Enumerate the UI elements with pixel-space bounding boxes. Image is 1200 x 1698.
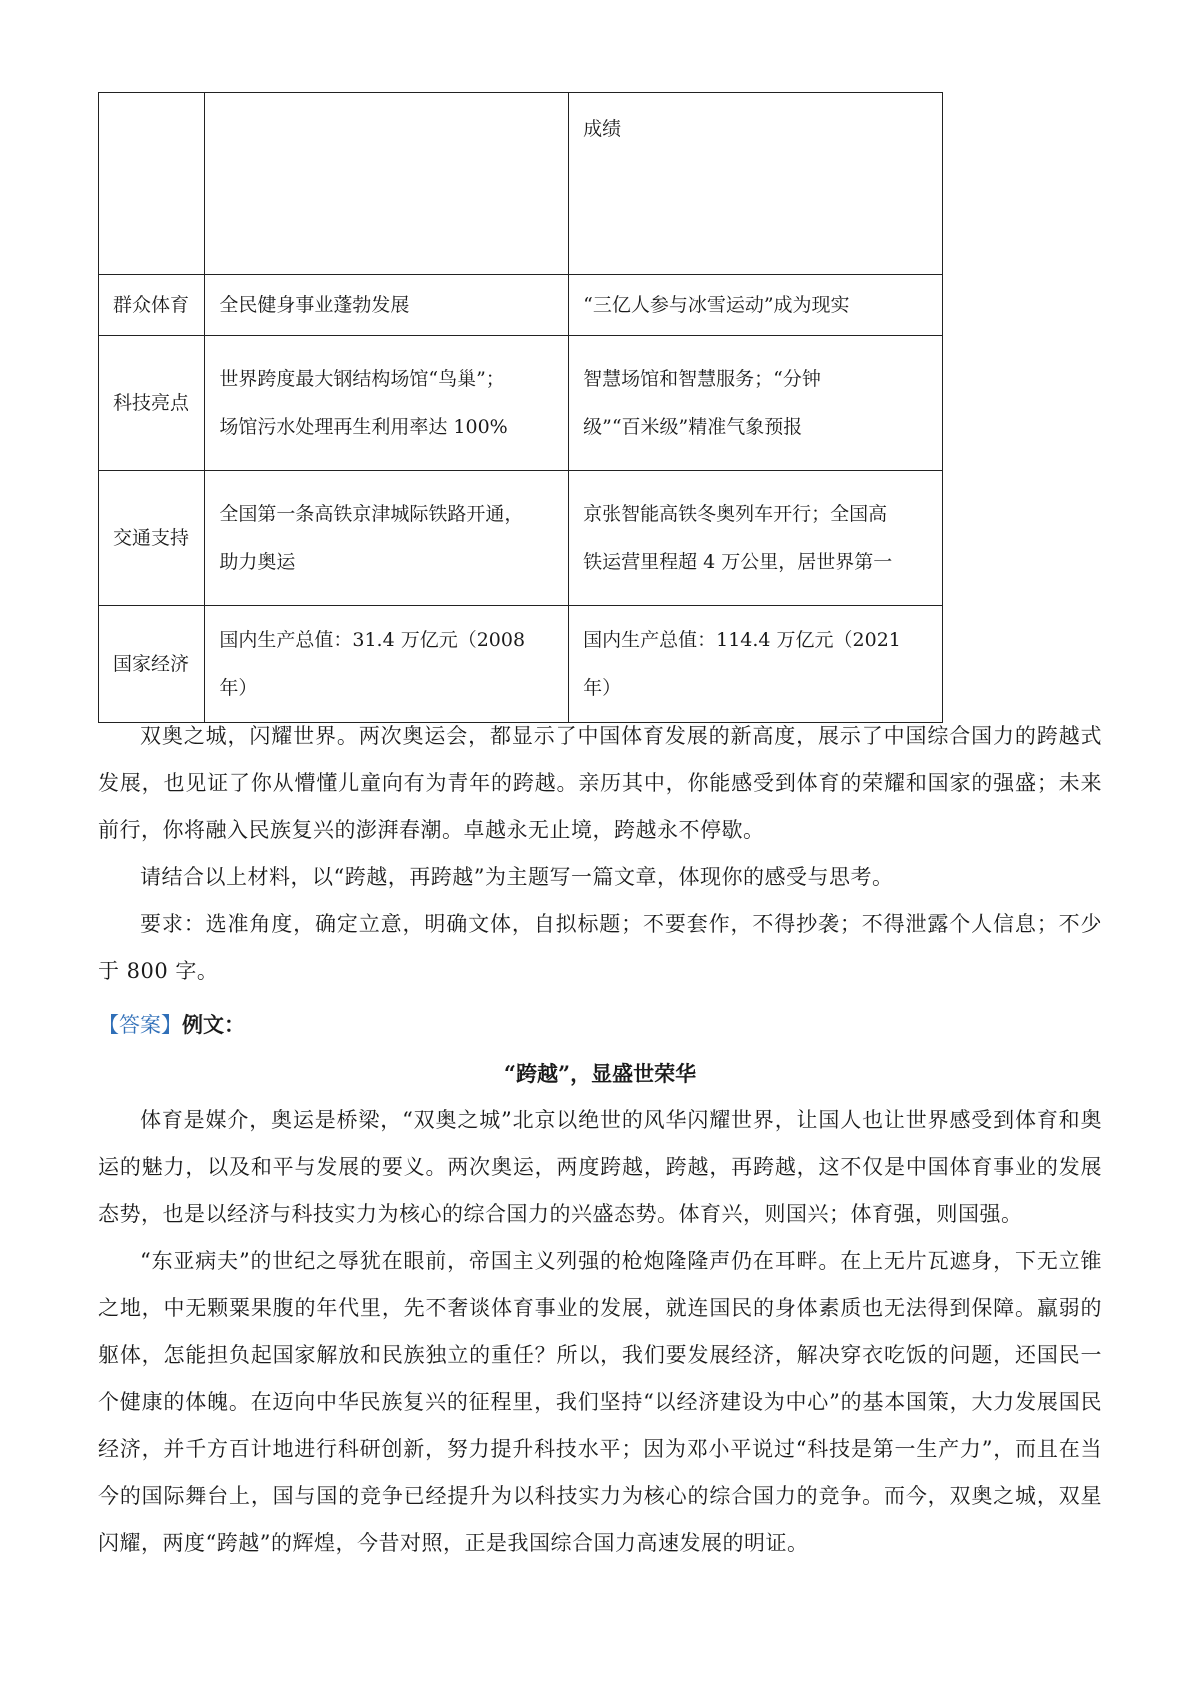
table-cell-2022: 成绩 [569,93,943,275]
answer-label: 例文： [182,1012,245,1037]
requirement-paragraph: 要求：选准角度，确定立意，明确文体，自拟标题；不要套作，不得抄袭；不得泄露个人信息；不少于 800 字。 [98,912,1102,983]
table-cell-category: 科技亮点 [99,336,205,471]
table-cell-category [99,93,205,275]
essay-body [98,1097,1102,1567]
essay-title: “跨越”，显盛世荣华 [503,1061,697,1086]
cell-line: 助力奥运 [219,551,296,573]
table-cell-2022 [569,336,943,471]
cell-line: 京张智能高铁冬奥列车开行；全国高 [583,503,888,525]
cell-line: 国内生产总值：114.4 万亿元（2021 [583,629,901,651]
table-cell-2008: 全民健身事业蓬勃发展 [205,275,569,336]
table-row [99,606,943,723]
material-section [98,713,1102,995]
table-cell-2022 [569,471,943,606]
cell-line: 国内生产总值：31.4 万亿元（2008 [219,629,526,651]
table-cell-2008 [205,606,569,723]
table-cell-2022 [569,606,943,723]
cell-line: 级”“百米级”精准气象预报 [583,416,803,438]
table-row [99,275,943,336]
table-cell-2008 [205,471,569,606]
table-row [99,93,943,275]
comparison-table [98,92,943,723]
table-cell-category: 国家经济 [99,606,205,723]
cell-line: 年） [219,677,258,699]
answer-heading [98,1001,245,1049]
table-cell-category: 群众体育 [99,275,205,336]
table-cell-2022: “三亿人参与冰雪运动”成为现实 [569,275,943,336]
cell-line: 场馆污水处理再生利用率达 100% [219,416,508,438]
cell-line: 智慧场馆和智慧服务；“分钟 [583,368,821,390]
table-row [99,471,943,606]
material-paragraph: 双奥之城，闪耀世界。两次奥运会，都显示了中国体育发展的新高度，展示了中国综合国力的跨越式发展，也见证了你从懵懂儿童向有为青年的跨越。亲历其中，你能感受到体育的荣耀和国家的强盛；未来前行，你将融入民族复兴的澎湃春潮。卓越永无止境，跨越永不停歇。 [98,724,1102,842]
answer-tag: 【答案】 [98,1013,182,1037]
cell-line: 世界跨度最大钢结构场馆“鸟巢”； [219,368,505,390]
table-cell-2008 [205,336,569,471]
table-row [99,336,943,471]
cell-line: 年） [583,677,622,699]
prompt-paragraph: 请结合以上材料，以“跨越，再跨越”为主题写一篇文章，体现你的感受与思考。 [140,865,894,889]
essay-paragraph: “东亚病夫”的世纪之辱犹在眼前，帝国主义列强的枪炮隆隆声仍在耳畔。在上无片瓦遮身，下无立锥之地，中无颗粟果腹的年代里，先不奢谈体育事业的发展，就连国民的身体素质也无法得到保障。羸弱的躯体，怎能担负起国家解放和民族独立的重任？所以，我们要发展经济，解决穿衣吃饭的问题，还国民一个健康的体魄。在迈向中华民族复兴的征程里，我们坚持“以经济建设为中心”的基本国策，大力发展国民经济，并千方百计地进行科研创新，努力提升科技水平；因为邓小平说过“科技是第一生产力”，而且在当今的国际舞台上，国与国的竞争已经提升为以科技实力为核心的综合国力的竞争。而今，双奥之城，双星闪耀，两度“跨越”的辉煌，今昔对照，正是我国综合国力高速发展的明证。 [98,1249,1102,1555]
cell-line: 铁运营里程超 4 万公里，居世界第一 [583,551,893,573]
essay-paragraph: 体育是媒介，奥运是桥梁，“双奥之城”北京以绝世的风华闪耀世界，让国人也让世界感受到体育和奥运的魅力，以及和平与发展的要义。两次奥运，两度跨越，跨越，再跨越，这不仅是中国体育事业的发展态势，也是以经济与科技实力为核心的综合国力的兴盛态势。体育兴，则国兴；体育强，则国强。 [98,1108,1102,1226]
table-cell-category: 交通支持 [99,471,205,606]
table-cell-2008 [205,93,569,275]
cell-line: 全国第一条高铁京津城际铁路开通， [219,503,524,525]
